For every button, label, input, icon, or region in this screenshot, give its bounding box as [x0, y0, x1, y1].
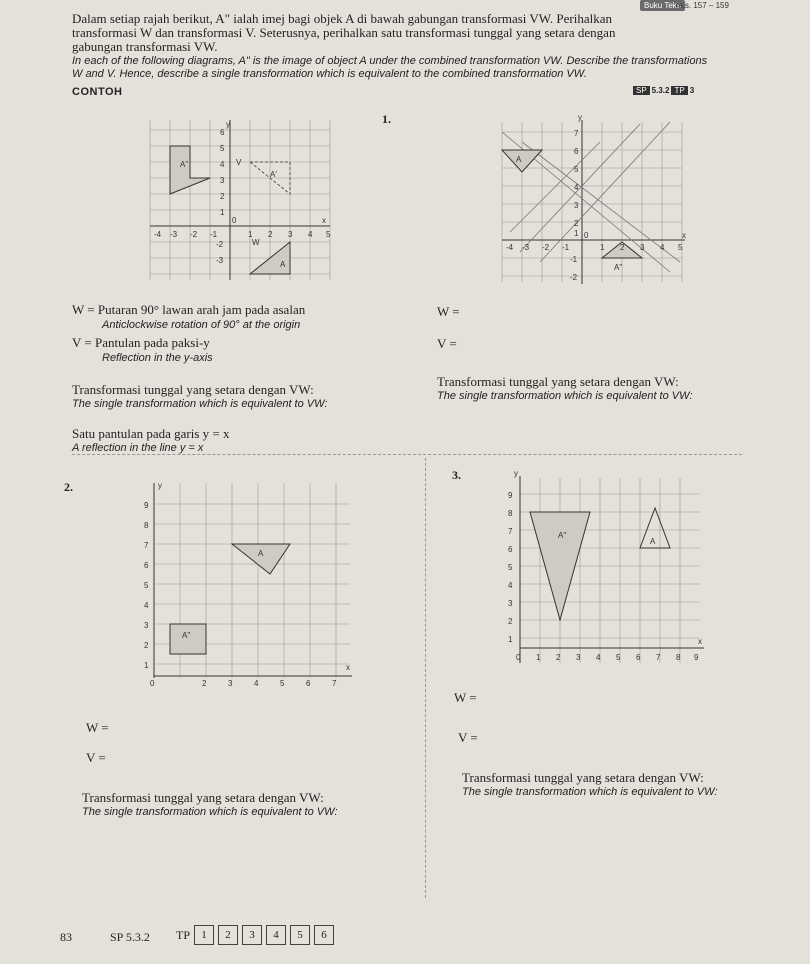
page-number: 83	[60, 930, 72, 944]
tp-box-2: 2	[218, 925, 238, 945]
y-axis-label: y	[578, 113, 582, 122]
question-1-graph	[480, 112, 690, 287]
svg-text:5: 5	[508, 563, 513, 572]
tp-box-3: 3	[242, 925, 262, 945]
svg-text:-2: -2	[216, 240, 224, 249]
question-3-number: 3.	[452, 468, 461, 482]
intro-ms-line-3: gabungan transformasi VW.	[72, 39, 218, 54]
example-graph	[140, 115, 340, 285]
y-axis-label: y	[226, 120, 230, 129]
tp-box-1: 1	[194, 925, 214, 945]
question-2-v: V =	[86, 750, 106, 765]
example-v-row	[72, 335, 210, 351]
question-2-single-en: The single transformation which is equivalent to VW:	[82, 806, 338, 818]
svg-text:6: 6	[220, 128, 225, 137]
textbook-badge: Buku Teks	[640, 0, 685, 11]
svg-text:3: 3	[228, 679, 233, 688]
tp-box-4: 4	[266, 925, 286, 945]
svg-text:-2: -2	[542, 243, 550, 252]
column-divider	[425, 458, 426, 898]
svg-text:4: 4	[308, 230, 313, 239]
label-v: V	[236, 158, 242, 167]
svg-text:7: 7	[332, 679, 337, 688]
y-axis-label: y	[514, 469, 518, 478]
svg-text:4: 4	[596, 653, 601, 662]
shape-a	[502, 150, 542, 172]
svg-text:5: 5	[616, 653, 621, 662]
svg-text:-2: -2	[570, 273, 578, 282]
footer-tp-row	[176, 925, 334, 945]
svg-text:0: 0	[584, 231, 589, 240]
example-w-en: Anticlockwise rotation of 90° at the origin	[102, 319, 301, 331]
label-a: A	[516, 155, 522, 164]
svg-text:1: 1	[248, 230, 253, 239]
svg-text:4: 4	[574, 183, 579, 192]
tp-label: TP	[671, 86, 687, 95]
svg-text:-2: -2	[190, 230, 198, 239]
example-w-text: = Putaran 90° lawan arah jam pada asalan	[87, 302, 306, 317]
label-a: A	[280, 260, 286, 269]
example-answer-en: A reflection in the line y = x	[72, 442, 204, 454]
svg-text:4: 4	[508, 581, 513, 590]
example-v-label: V	[72, 335, 82, 350]
question-1-w: W =	[437, 304, 460, 319]
svg-text:1: 1	[144, 661, 149, 670]
svg-text:2: 2	[144, 641, 149, 650]
question-1-v: V =	[437, 336, 457, 351]
label-a-double-prime: A"	[558, 531, 567, 540]
question-2-number: 2.	[64, 480, 73, 494]
svg-text:3: 3	[144, 621, 149, 630]
svg-text:7: 7	[656, 653, 661, 662]
svg-text:5: 5	[220, 144, 225, 153]
question-1-single-ms: Transformasi tunggal yang setara dengan VW:	[437, 374, 679, 389]
svg-text:1: 1	[536, 653, 541, 662]
svg-text:4: 4	[220, 160, 225, 169]
sp-value: 5.3.2	[651, 86, 670, 95]
svg-text:2: 2	[508, 617, 513, 626]
svg-text:6: 6	[144, 561, 149, 570]
svg-text:-4: -4	[506, 243, 514, 252]
svg-text:9: 9	[144, 501, 149, 510]
question-3-graph	[500, 468, 705, 673]
svg-text:1: 1	[600, 243, 605, 252]
question-1-number: 1.	[382, 112, 391, 126]
svg-text:9: 9	[694, 653, 699, 662]
svg-text:2: 2	[574, 219, 579, 228]
label-a-double-prime: A"	[180, 160, 189, 169]
y-axis-label: y	[158, 481, 162, 490]
svg-text:9: 9	[508, 491, 513, 500]
svg-text:8: 8	[144, 521, 149, 530]
label-a-double-prime: A"	[182, 631, 191, 640]
svg-text:0: 0	[516, 653, 521, 662]
example-title: CONTOH	[72, 86, 123, 98]
question-2-w: W =	[86, 720, 109, 735]
example-v-en: Reflection in the y-axis	[102, 352, 213, 364]
intro-en-line-1: In each of the following diagrams, A" is the image of object A under the combined transformation VW. Describe the transformations	[72, 55, 708, 67]
intro-ms-line-1: Dalam setiap rajah berikut, A" ialah imej bagi objek A di bawah gabungan transformasi VW. Perihalkan	[72, 11, 612, 26]
svg-text:1: 1	[574, 229, 579, 238]
x-axis-label: x	[698, 637, 702, 646]
svg-text:-3: -3	[216, 256, 224, 265]
svg-text:3: 3	[288, 230, 293, 239]
question-1-single-en: The single transformation which is equivalent to VW:	[437, 390, 693, 402]
intro-en-line-2: W and V. Hence, describe a single transformation which is equivalent to the combined transformation VW.	[72, 68, 587, 80]
svg-text:6: 6	[636, 653, 641, 662]
svg-text:2: 2	[268, 230, 273, 239]
tp-box-5: 5	[290, 925, 310, 945]
svg-text:2: 2	[202, 679, 207, 688]
svg-text:3: 3	[508, 599, 513, 608]
label-a-prime: A'	[270, 170, 277, 179]
example-answer-ms: Satu pantulan pada garis y = x	[72, 426, 230, 441]
svg-text:6: 6	[574, 147, 579, 156]
svg-text:-3: -3	[170, 230, 178, 239]
footer-sp: SP 5.3.2	[110, 930, 150, 944]
svg-text:-1: -1	[562, 243, 570, 252]
sp-label: SP	[633, 86, 650, 95]
question-3-single-ms: Transformasi tunggal yang setara dengan VW:	[462, 770, 704, 785]
question-3-single-en: The single transformation which is equivalent to VW:	[462, 786, 718, 798]
tp-value: 3	[689, 86, 695, 95]
label-w: W	[252, 238, 260, 247]
svg-text:3: 3	[220, 176, 225, 185]
footer-tp-label: TP	[176, 927, 191, 942]
svg-text:2: 2	[220, 192, 225, 201]
svg-text:8: 8	[676, 653, 681, 662]
svg-text:3: 3	[640, 243, 645, 252]
svg-text:5: 5	[574, 165, 579, 174]
example-w-row	[72, 302, 305, 318]
question-3-w: W =	[454, 690, 477, 705]
tp-box-6: 6	[314, 925, 334, 945]
svg-text:0: 0	[150, 679, 155, 688]
svg-text:5: 5	[144, 581, 149, 590]
question-3-v: V =	[458, 730, 478, 745]
example-single-ms: Transformasi tunggal yang setara dengan VW:	[72, 382, 314, 397]
svg-text:5: 5	[280, 679, 285, 688]
svg-text:6: 6	[508, 545, 513, 554]
intro-ms-line-2: transformasi W dan transformasi V. Seterusnya, perihalkan satu transformasi tunggal yang setara dengan	[72, 25, 616, 40]
svg-text:4: 4	[254, 679, 259, 688]
svg-text:-1: -1	[570, 255, 578, 264]
svg-text:4: 4	[660, 243, 665, 252]
example-w-label: W	[72, 302, 85, 317]
label-a: A	[258, 549, 264, 558]
question-2-graph	[130, 478, 360, 688]
example-v-text: = Pantulan pada paksi-y	[84, 335, 210, 350]
example-sp-tag	[633, 86, 694, 95]
svg-text:1: 1	[508, 635, 513, 644]
question-2-single-ms: Transformasi tunggal yang setara dengan VW:	[82, 790, 324, 805]
svg-text:-3: -3	[522, 243, 530, 252]
svg-text:2: 2	[620, 243, 625, 252]
svg-text:2: 2	[556, 653, 561, 662]
svg-text:5: 5	[678, 243, 683, 252]
svg-text:7: 7	[574, 129, 579, 138]
page-reference: m.s. 157 – 159	[676, 1, 729, 10]
section-divider	[72, 454, 742, 455]
x-axis-label: x	[682, 231, 686, 240]
svg-text:5: 5	[326, 230, 331, 239]
label-a-double-prime: A"	[614, 263, 623, 272]
svg-text:7: 7	[508, 527, 513, 536]
x-axis-label: x	[322, 216, 326, 225]
svg-text:7: 7	[144, 541, 149, 550]
svg-text:3: 3	[576, 653, 581, 662]
svg-text:3: 3	[574, 201, 579, 210]
svg-text:4: 4	[144, 601, 149, 610]
svg-text:8: 8	[508, 509, 513, 518]
x-axis-label: x	[346, 663, 350, 672]
svg-text:1: 1	[220, 208, 225, 217]
svg-text:-1: -1	[210, 230, 218, 239]
svg-text:6: 6	[306, 679, 311, 688]
svg-text:0: 0	[232, 216, 237, 225]
example-single-en: The single transformation which is equivalent to VW:	[72, 398, 328, 410]
label-a: A	[650, 537, 656, 546]
svg-text:-4: -4	[154, 230, 162, 239]
